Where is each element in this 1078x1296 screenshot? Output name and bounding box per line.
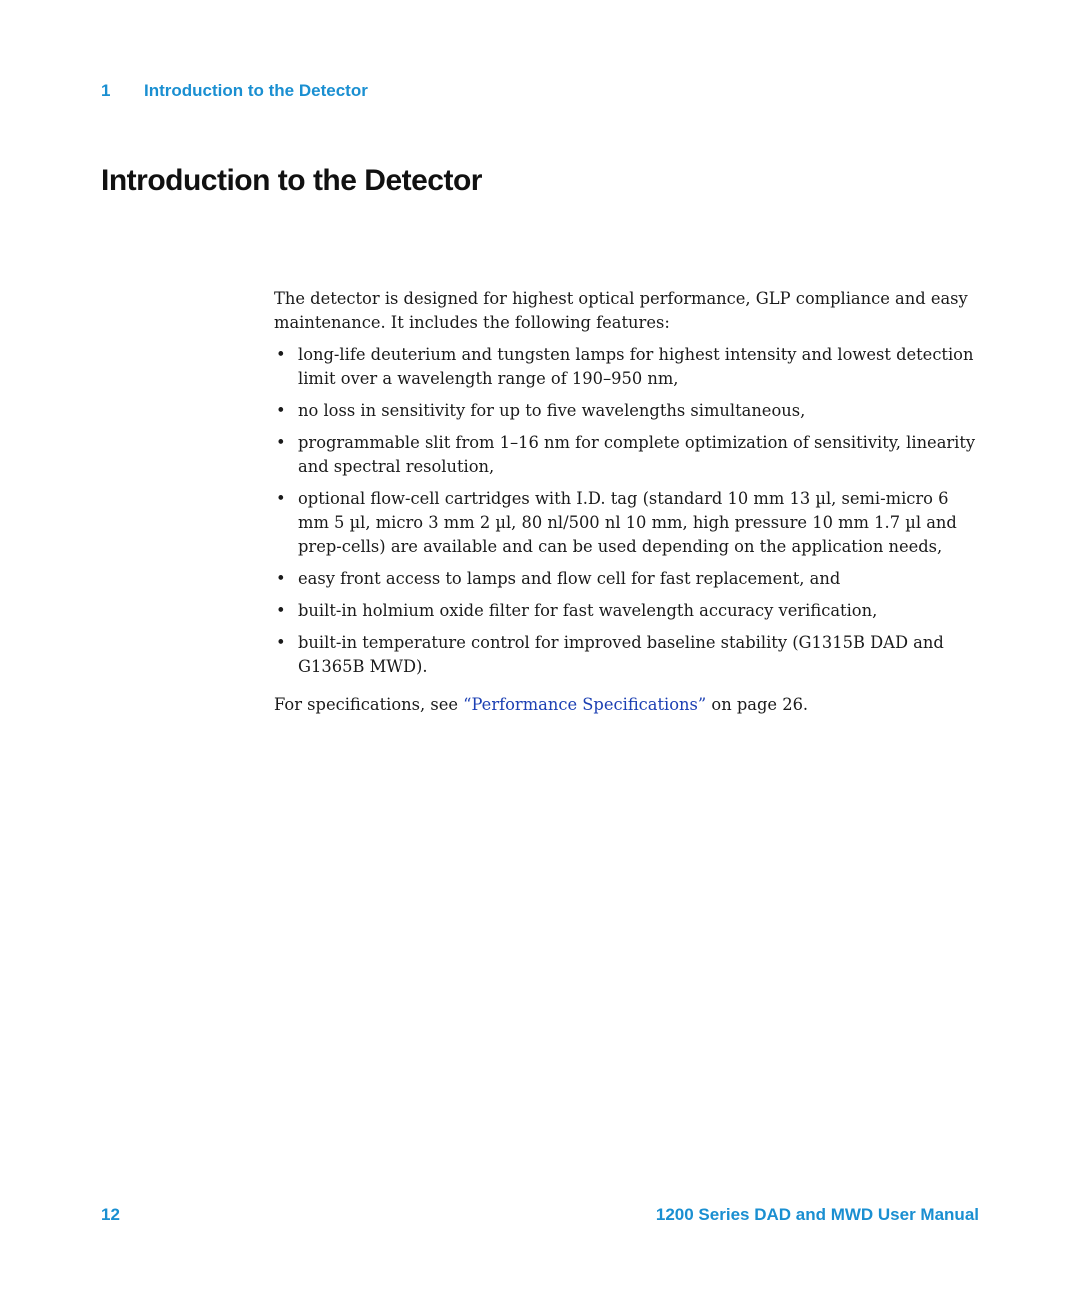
specifications-prefix: For specifications, see bbox=[274, 695, 464, 714]
footer-manual-title: 1200 Series DAD and MWD User Manual bbox=[655, 1205, 979, 1224]
list-item bbox=[274, 399, 984, 423]
list-item bbox=[274, 487, 984, 559]
bullet-icon: • bbox=[276, 489, 286, 508]
chapter-number: 1 bbox=[101, 81, 111, 100]
list-item bbox=[274, 599, 984, 623]
list-item-text: easy front access to lamps and flow cell for fast replacement, and bbox=[298, 569, 841, 588]
feature-list bbox=[274, 343, 984, 679]
list-item bbox=[274, 431, 984, 479]
list-item-text: programmable slit from 1–16 nm for complete optimization of sensitivity, linearity and spectral resolution, bbox=[298, 433, 976, 476]
specifications-suffix: on page 26. bbox=[706, 695, 809, 714]
body-text bbox=[274, 287, 984, 717]
list-item bbox=[274, 343, 984, 391]
list-item-text: optional flow-cell cartridges with I.D. tag (standard 10 mm 13 µl, semi-micro 6 mm 5 µl, micro 3 mm 2 µl, 80 nl/500 nl 10 mm, high pressure 10 mm 1.7 µl and prep-cells) are available and can be used depending on the application needs, bbox=[298, 489, 957, 556]
running-header bbox=[101, 81, 368, 101]
bullet-icon: • bbox=[276, 345, 286, 364]
intro-paragraph: The detector is designed for highest optical performance, GLP compliance and easy maintenance. It includes the following features: bbox=[274, 289, 968, 332]
list-item-text: built-in temperature control for improved baseline stability (G1315B DAD and G1365B MWD). bbox=[298, 633, 944, 676]
specifications-reference bbox=[274, 693, 984, 717]
list-item-text: built-in holmium oxide filter for fast wavelength accuracy verification, bbox=[298, 601, 878, 620]
bullet-icon: • bbox=[276, 633, 286, 652]
footer-page-number: 12 bbox=[101, 1205, 120, 1224]
list-item bbox=[274, 567, 984, 591]
bullet-icon: • bbox=[276, 569, 286, 588]
list-item bbox=[274, 631, 984, 679]
bullet-icon: • bbox=[276, 601, 286, 620]
chapter-title: Introduction to the Detector bbox=[144, 81, 368, 100]
page-title: Introduction to the Detector bbox=[101, 164, 482, 197]
bullet-icon: • bbox=[276, 433, 286, 452]
bullet-icon: • bbox=[276, 401, 286, 420]
performance-specifications-link[interactable]: “Performance Specifications” bbox=[463, 695, 707, 714]
list-item-text: long-life deuterium and tungsten lamps for highest intensity and lowest detection limit over a wavelength range of 190–950 nm, bbox=[298, 345, 974, 388]
list-item-text: no loss in sensitivity for up to five wavelengths simultaneous, bbox=[298, 401, 806, 420]
